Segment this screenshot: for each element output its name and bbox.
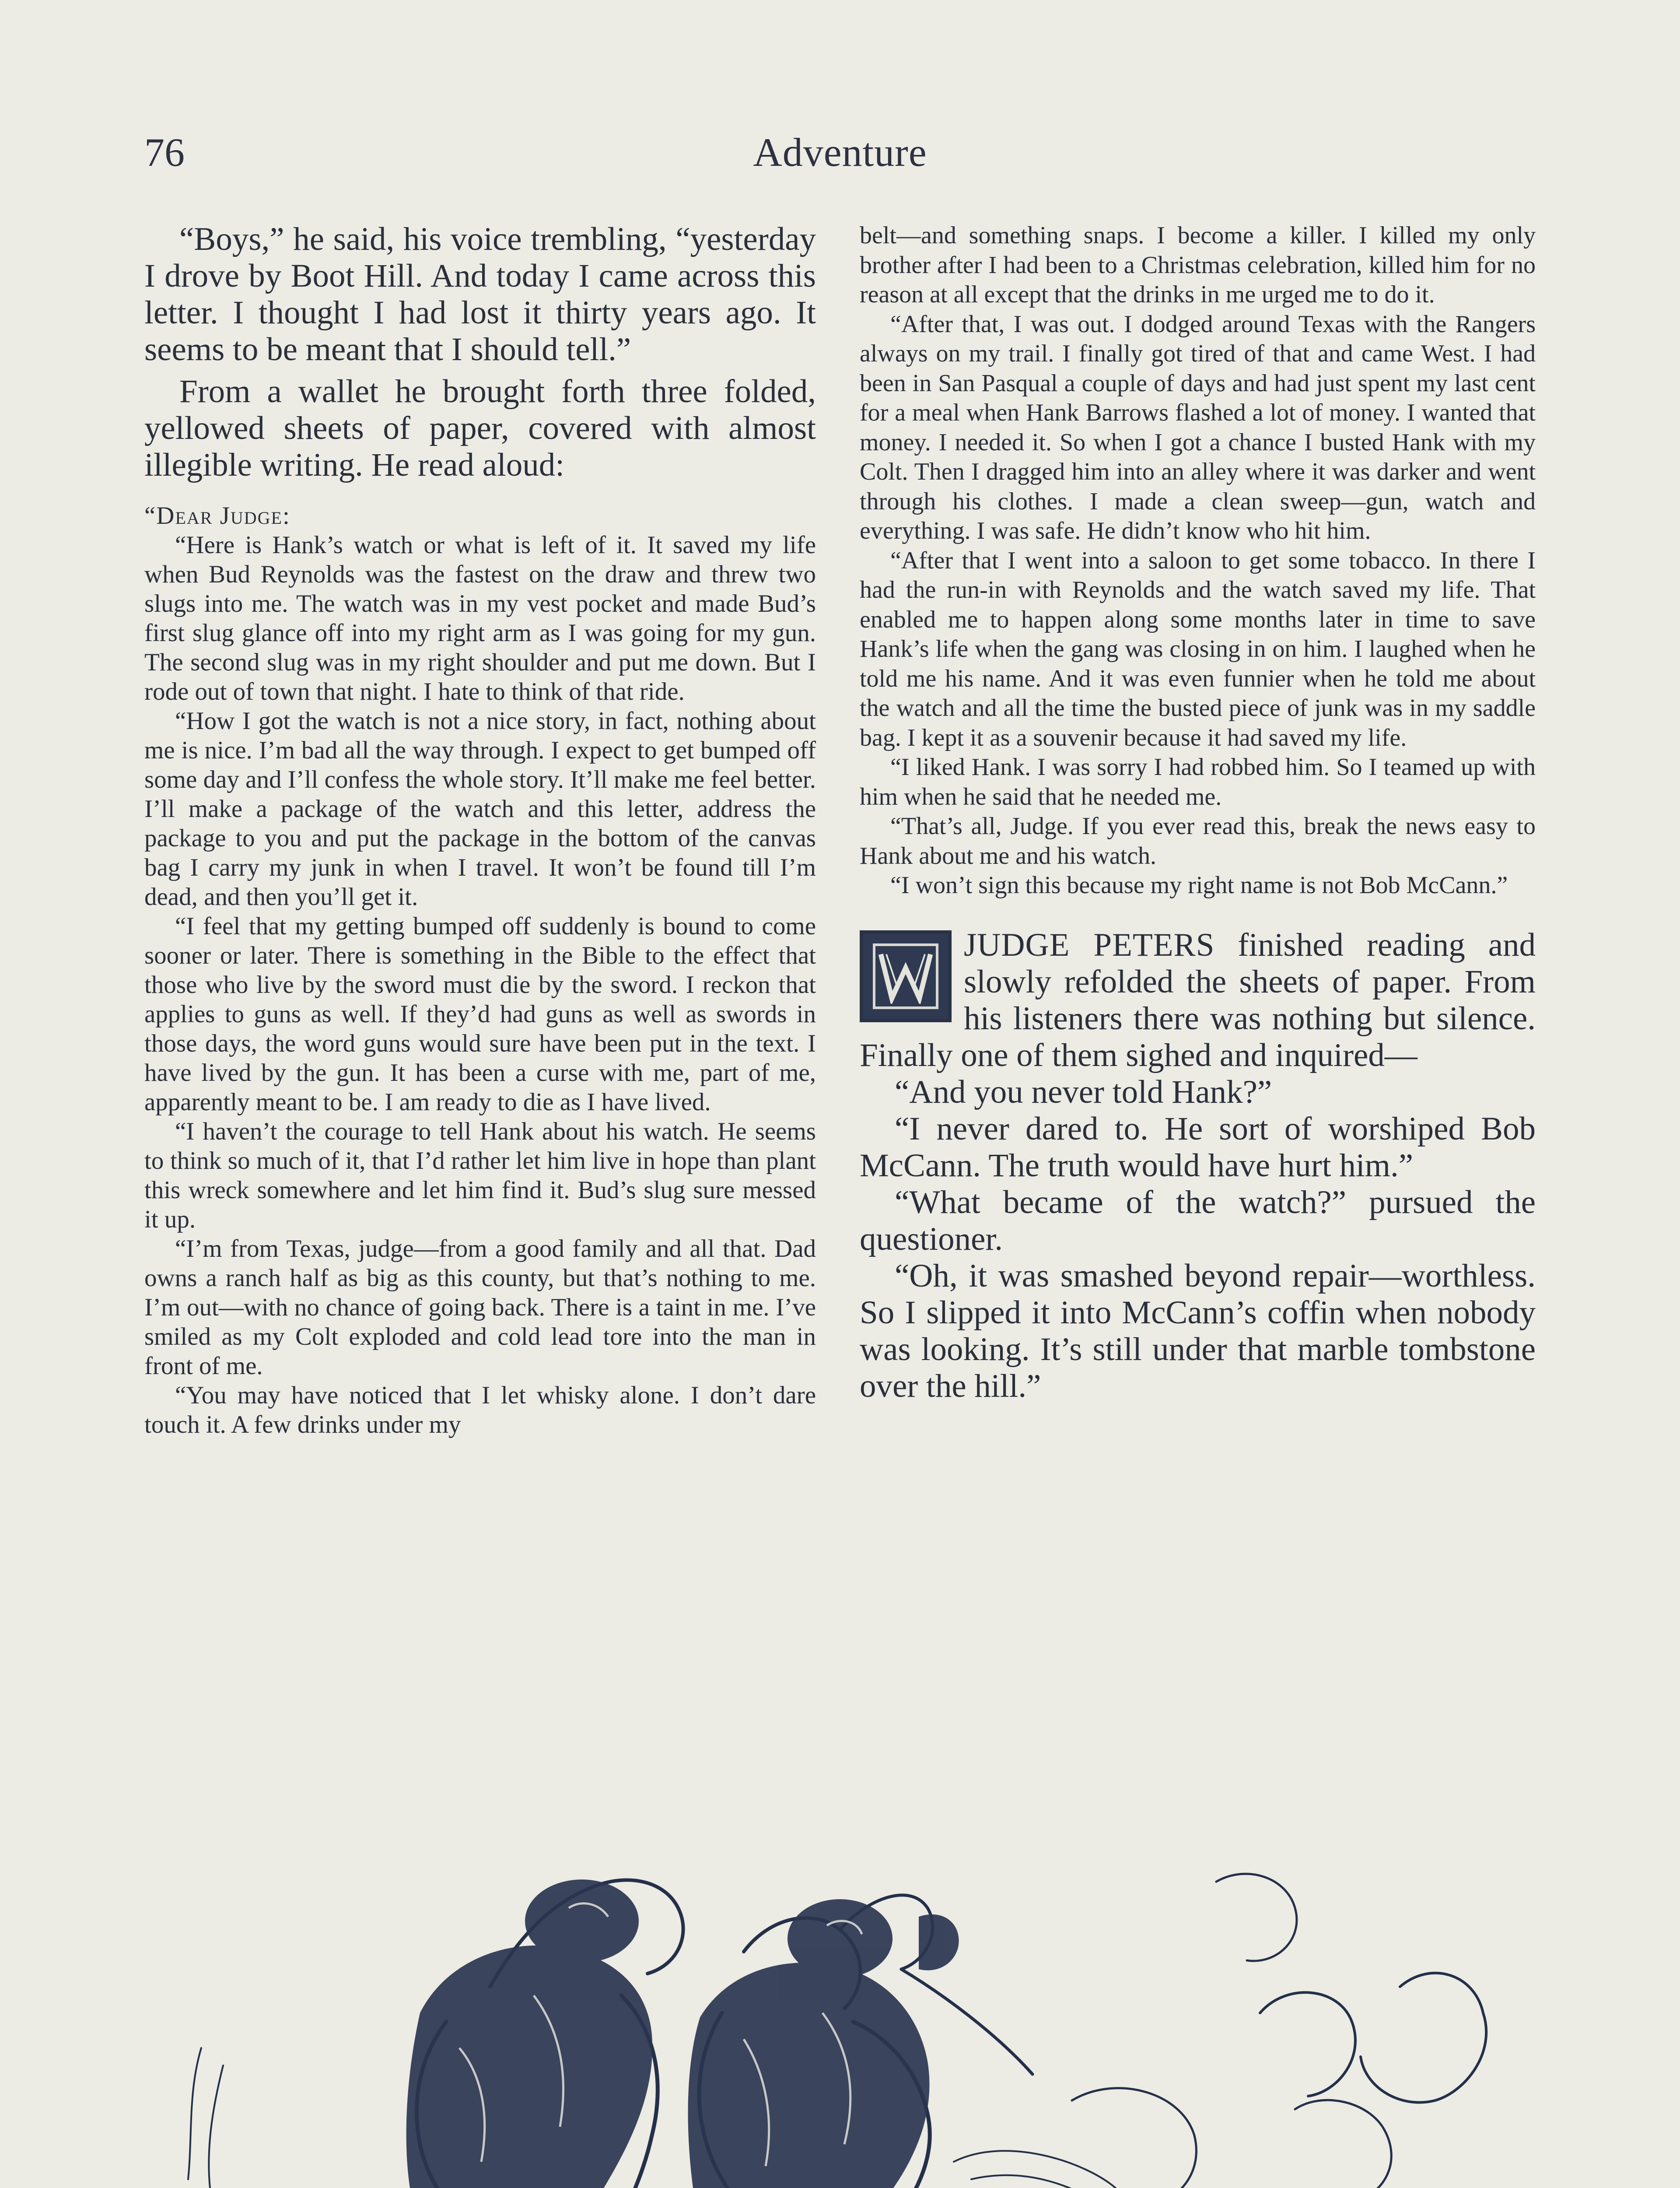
paragraph: “That’s all, Judge. If you ever read this, break the news easy to Hank about me and his watch.: [860, 813, 1536, 870]
intro-paragraphs: [144, 221, 816, 484]
paragraph: “I won’t sign this because my right name is not Bob McCann.”: [890, 872, 1508, 899]
letter-text: [144, 501, 816, 1439]
left-column: [144, 221, 816, 1439]
running-title: Adventure: [753, 130, 927, 175]
page-number: 76: [144, 130, 185, 175]
ornamental-dropcap: [860, 930, 952, 1022]
paragraph: JUDGE PETERS finished reading and slowly refolded the sheets of paper. From his listeners there was nothing but silence. Finally one of them sighed and inquired—: [860, 926, 1536, 1073]
paragraph: “I never dared to. He sort of worshiped Bob McCann. The truth would have hurt him.”: [860, 1110, 1536, 1184]
right-column: [860, 221, 1536, 1405]
paragraph: “I feel that my getting bumped off suddenly is bound to come sooner or later. There is something in the Bible to the effect that those who live by the sword must die by the sword. I reckon that applies to guns as well. If they’d had guns as well as swords in those days, the word guns would sure have been put in the text. I have lived by the gun. It has been a curse with me, part of me, apparently meant to be. I am ready to die as I have lived.: [144, 912, 816, 1116]
paragraph: “I’m from Texas, judge—from a good family and all that. Dad owns a ranch half as big as this county, but that’s nothing to me. I’m out—with no chance of going back. There is a taint in me. I’ve smiled as my Colt exploded and cold lead tore into the man in front of me.: [144, 1235, 816, 1380]
gunfight-illustration: [175, 1829, 1518, 2188]
paragraph: “And you never told Hank?”: [895, 1073, 1272, 1110]
paragraph: “Boys,” he said, his voice trembling, “yesterday I drove by Boot Hill. And today I came across this letter. I thought I had lost it thirty years ago. It seems to be meant that I should tell.”: [144, 221, 816, 368]
paragraph: “After that, I was out. I dodged around Texas with the Rangers always on my trail. I finally got tired of that and came West. I had been in San Pasqual a couple of days and had just spent my last cent for a meal when Hank Barrows flashed a lot of money. I wanted that money. I needed it. So when I got a chance I busted Hank with my Colt. Then I dragged him into an alley where it was darker and went through his clothes. I made a clean sweep—gun, watch and everything. I was safe. He didn’t know who hit him.: [860, 310, 1536, 544]
paragraph: From a wallet he brought forth three folded, yellowed sheets of paper, covered with almost illegible writing. He read aloud:: [144, 373, 816, 483]
paragraph: “Here is Hank’s watch or what is left of it. It saved my life when Bud Reynolds was the fastest on the draw and threw two slugs into me. The watch was in my vest pocket and made Bud’s first slug glance off into my right arm as I was going for my gun. The second slug was in my right shoulder and put me down. But I rode out of town that night. I hate to think of that ride.: [144, 531, 816, 705]
paragraph: “How I got the watch is not a nice story, in fact, nothing about me is nice. I’m bad all the way through. I expect to get bumped off some day and I’ll confess the whole story. It’ll make me feel better. I’ll make a package of the watch and this letter, address the package to you and put the package in the bottom of the canvas bag I carry my junk in when I travel. It won’t be found till I’m dead, and then you’ll get it.: [144, 707, 816, 911]
dropcap-letter-icon: [878, 949, 933, 1004]
lead-in: JUDGE PETERS: [964, 926, 1215, 963]
paragraph: “I haven’t the courage to tell Hank about his watch. He seems to think so much of it, that I’d rather let him live in hope than plant this wreck somewhere and let him find it. Bud’s slug sure messed it up.: [144, 1118, 816, 1233]
paragraph: belt—and something snaps. I become a killer. I killed my only brother after I had been to a Christmas celebration, killed him for no reason at all except that the drinks in me urged me to do it.: [860, 222, 1536, 308]
letter-salutation: “Dear Judge:: [144, 502, 290, 529]
page-header: [144, 129, 1536, 190]
paragraph: “I liked Hank. I was sorry I had robbed him. So I teamed up with him when he said that he needed me.: [860, 754, 1536, 810]
paragraph: “What became of the watch?” pursued the questioner.: [860, 1184, 1536, 1257]
ending-section: [860, 927, 1536, 1405]
paragraph: “Oh, it was smashed beyond repair—worthless. So I slipped it into McCann’s coffin when nobody was looking. It’s still under that marble tombstone over the hill.”: [860, 1257, 1536, 1404]
letter-continuation: [860, 221, 1536, 901]
paragraph: “After that I went into a saloon to get some tobacco. In there I had the run-in with Reynolds and the watch saved my life. That enabled me to happen along some months later in time to save Hank’s life when the gang was closing in on him. I laughed when he told me his name. And it was even funnier when he told me about the watch and all the time the busted piece of junk was in my saddle bag. I kept it as a souvenir because it had saved my life.: [860, 547, 1536, 751]
paragraph: “You may have noticed that I let whisky alone. I don’t dare touch it. A few drinks under my: [144, 1382, 816, 1438]
